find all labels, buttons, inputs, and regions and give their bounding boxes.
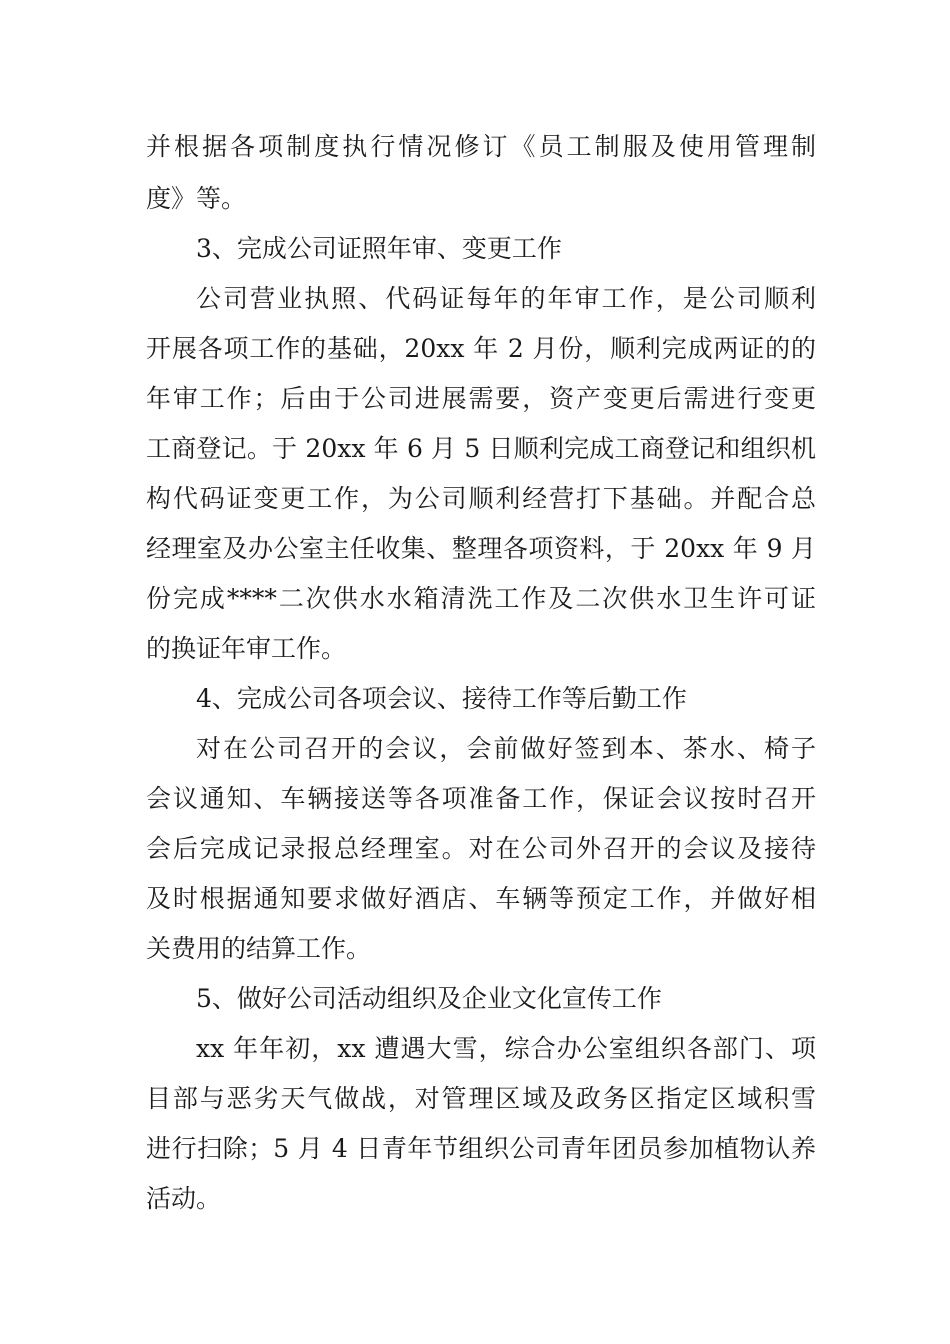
paragraph-line: 目部与恶劣天气做战，对管理区域及政务区指定区域积雪 xyxy=(146,1084,816,1113)
paragraph-line: 活动。 xyxy=(146,1184,222,1213)
paragraph-line: 关费用的结算工作。 xyxy=(146,934,372,963)
paragraph-line: 年审工作；后由于公司进展需要，资产变更后需进行变更 xyxy=(146,384,816,413)
paragraph-line: 的换证年审工作。 xyxy=(146,634,347,663)
section-heading-3: 3、完成公司证照年审、变更工作 xyxy=(196,234,562,263)
paragraph-line: xx 年年初，xx 遭遇大雪，综合办公室组织各部门、项 xyxy=(196,1034,816,1063)
paragraph-line: 度》等。 xyxy=(146,184,247,213)
paragraph-line: 进行扫除；5 月 4 日青年节组织公司青年团员参加植物认养 xyxy=(146,1134,816,1163)
paragraph-line: 并根据各项制度执行情况修订《员工制服及使用管理制 xyxy=(146,132,816,161)
paragraph-line: 工商登记。于 20xx 年 6 月 5 日顺利完成工商登记和组织机 xyxy=(146,434,816,463)
paragraph-line: 开展各项工作的基础，20xx 年 2 月份，顺利完成两证的的 xyxy=(146,334,816,363)
paragraph-line: 会议通知、车辆接送等各项准备工作，保证会议按时召开 xyxy=(146,784,816,813)
paragraph-line: 经理室及办公室主任收集、整理各项资料，于 20xx 年 9 月 xyxy=(146,534,816,563)
paragraph-line: 构代码证变更工作，为公司顺利经营打下基础。并配合总 xyxy=(146,484,816,513)
paragraph-line: 及时根据通知要求做好酒店、车辆等预定工作，并做好相 xyxy=(146,884,816,913)
paragraph-line: 公司营业执照、代码证每年的年审工作，是公司顺利 xyxy=(196,284,816,313)
paragraph-line: 会后完成记录报总经理室。对在公司外召开的会议及接待 xyxy=(146,834,816,863)
section-heading-4: 4、完成公司各项会议、接待工作等后勤工作 xyxy=(196,684,687,713)
section-heading-5: 5、做好公司活动组织及企业文化宣传工作 xyxy=(196,984,662,1013)
paragraph-line: 对在公司召开的会议，会前做好签到本、茶水、椅子 xyxy=(196,734,816,763)
paragraph-line: 份完成****二次供水水箱清洗工作及二次供水卫生许可证 xyxy=(146,584,816,613)
